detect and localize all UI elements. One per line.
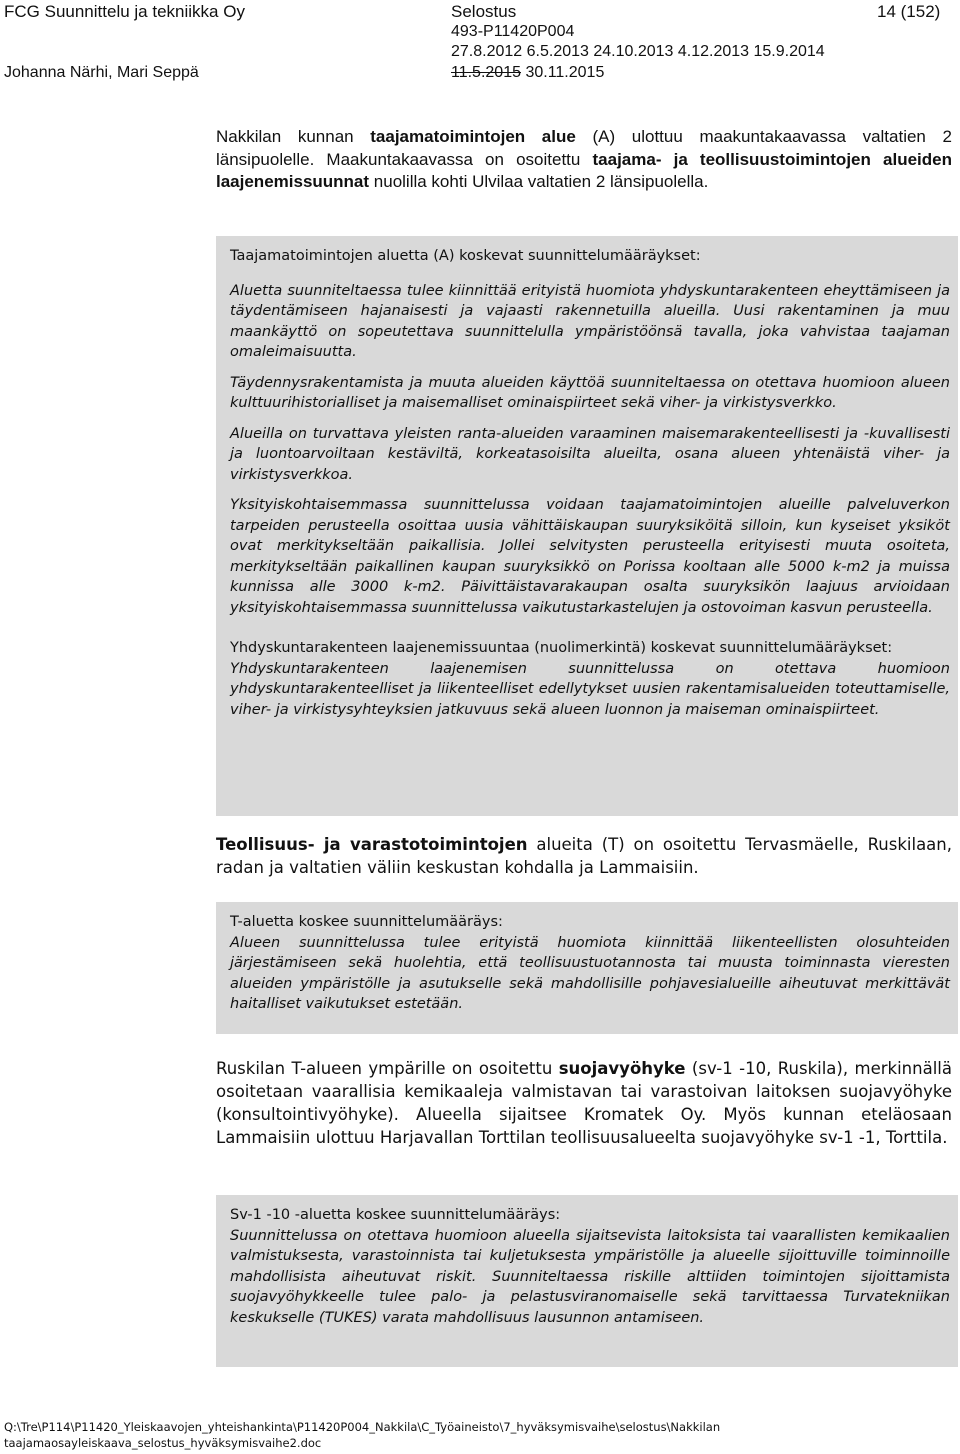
- header-company: FCG Suunnittelu ja tekniikka Oy: [4, 2, 245, 21]
- regulation-paragraph: Täydennysrakentamista ja muuta alueiden käyttöä suunniteltaessa on otettava huomioon alueen kulttuurihistorialliset ja maisemalliset ominaispiirteet sekä viher- ja virkistysverkko.: [230, 374, 950, 411]
- regulation-paragraph: Alueilla on turvattava yleisten ranta-alueiden varaaminen maisemarakenteellisesti ja -kuvallisesti ja luontoarvoiltaan kestäviltä, korkeatasoisilta alueilta, osana alueen yhtenäistä viher- ja virkistysverkkoa.: [230, 425, 950, 483]
- footer-path-line: Q:\Tre\P114\P11420_Yleiskaavojen_yhteishankinta\P11420P004_Nakkila\C_Työaineisto\7_hyväksymisvaihe\selostus\Nakkilan: [4, 1420, 721, 1434]
- text: Nakkilan kunnan: [216, 127, 371, 146]
- regulation-box-sv-area: [216, 1195, 958, 1367]
- box-heading: T-aluetta koskee suunnittelumääräys:: [230, 914, 503, 930]
- paragraph-taajama-intro: [216, 126, 952, 194]
- header-current-date: 30.11.2015: [525, 64, 605, 81]
- paragraph-teollisuus: [216, 833, 952, 879]
- regulation-paragraph: Alueen suunnittelussa tulee erityistä huomiota kiinnittää liikenteellisten olosuhteiden järjestämiseen sekä huolehtia, että teollisuustuotannosta tai muusta toiminnasta vieresten alueiden ympäristölle ja asutukselle sekä mahdollisille pohjavesialueille aiheutuvat merkittävät haitalliset vaikutukset estetään.: [230, 934, 950, 1012]
- footer-file-path: [4, 1419, 720, 1451]
- text: (sv-1 -10, Ruskila), merkinnällä osoitetaan vaarallisia kemikaaleja valmistavan tai varastoivan laitoksen suojavyöhyke (konsultointivyöhyke). Alueella sijaitsee Kromatek Oy. Myös kunnan eteläosaan Lammaisiin ulottuu Harjavallan Torttilan teollisuusalueelta suojavyöhyke sv-1 -1, Torttila.: [216, 1059, 952, 1147]
- box-heading: Sv-1 -10 -aluetta koskee suunnittelumääräys:: [230, 1207, 561, 1223]
- text: nuolilla kohti Ulvilaa valtatien 2 länsipuolella.: [369, 172, 709, 191]
- header-current-dates: [451, 63, 604, 82]
- regulation-paragraph: Suunnittelussa on otettava huomioon alueella sijaitsevista laitoksista tai vaarallisten kemikaalien valmistuksesta, varastoinnista tai kuljetuksesta ympäristölle ja alueelle sijoittuville toiminnoille mahdollisista aiheutuvat riskit. Suunniteltaessa riskille alttiiden toimintojen sijoittamista suojavyöhykkeelle tulee palo- ja pelastusviranomaiselle sekä tarvittaessa Turvatekniikan keskukselle (TUKES) varata mahdollisuus lausunnon antamiseen.: [230, 1227, 950, 1326]
- bold-term: suojavyöhyke: [558, 1059, 686, 1078]
- text: alueita (T) on osoitettu Tervasmäelle, Ruskilaan, radan ja valtatien väliin keskustan kohdalla ja Lammaisiin.: [216, 835, 952, 877]
- box-heading: Yhdyskuntarakenteen laajenemissuuntaa (nuolimerkintä) koskevat suunnittelumääräykset:: [230, 640, 893, 656]
- header-revision-dates: 27.8.2012 6.5.2013 24.10.2013 4.12.2013 15.9.2014: [451, 43, 825, 60]
- regulation-paragraph: Yhdyskuntarakenteen laajenemisen suunnittelussa on otettava huomioon yhdyskuntarakenteelliset ja liikenteelliset edellytykset uusien rakentamisalueiden toteuttamiselle, viher- ja virkistysyhteyksien jatkuvuus sekä alueen luonnon ja maiseman ominaispiirteet.: [230, 660, 950, 718]
- regulation-paragraph: Yksityiskohtaisemmassa suunnittelussa voidaan taajamatoimintojen alueille palveluverkon tarpeiden perusteella osoittaa uusia vähittäiskaupan suuryksiköitä silloin, kun kyseiset yksiköt ovat merkitykseltään paikallisia. Jollei selvitysten perusteella erityisesti muuta osoiteta, merkitykseltään paikallinen kaupan suuryksikkö on Porissa kooltaan alle 5000 k-m2 ja muissa kunnissa alle 3000 k-m2. Päivittäistavarakaupan osalta suuryksikön laajuus arvioidaan yksityiskohtaisemmassa suunnittelussa vaikutustarkastelujen ja ostovoiman kasvun perusteella.: [230, 497, 950, 616]
- header-superseded-date: 11.5.2015: [451, 64, 521, 81]
- text: (A) ulottuu maakuntakaavassa valtatien 2 länsipuolelle. Maakuntakaavassa on osoitettu: [216, 127, 952, 169]
- bold-term: taajamatoimintojen alue: [370, 127, 576, 146]
- regulation-box-t-area: [216, 902, 958, 1034]
- regulation-paragraph: Aluetta suunniteltaessa tulee kiinnittää erityistä huomiota yhdyskuntarakenteen eheyttämiseen ja täydentämiseen hajanaisesti ja vajaasti rakennetuilla alueilla. Uusi rakentaminen ja muu maankäyttö on sopeutettava suunnittelulla ympäristöönsä tavalla, joka vahvistaa taajaman omaleimaisuutta.: [230, 282, 950, 360]
- bold-term: Teollisuus- ja varastotoimintojen: [216, 835, 528, 854]
- bold-term: taajama- ja teollisuustoimintojen alueiden laajenemissuunnat: [216, 149, 952, 191]
- box-heading: Taajamatoimintojen aluetta (A) koskevat suunnittelumääräykset:: [230, 248, 701, 264]
- text: Ruskilan T-alueen ympärille on osoitettu: [216, 1059, 559, 1078]
- header-authors: Johanna Närhi, Mari Seppä: [4, 64, 199, 81]
- header-doc-number: 493-P11420P004: [451, 23, 575, 40]
- paragraph-suojavyohyke: [216, 1057, 952, 1149]
- header-page-number: 14 (152): [877, 2, 941, 21]
- header-doc-type: Selostus: [451, 2, 517, 21]
- footer-file-line: taajamaosayleiskaava_selostus_hyväksymisvaihe2.doc: [4, 1436, 322, 1450]
- regulation-box-taajama: [216, 236, 958, 816]
